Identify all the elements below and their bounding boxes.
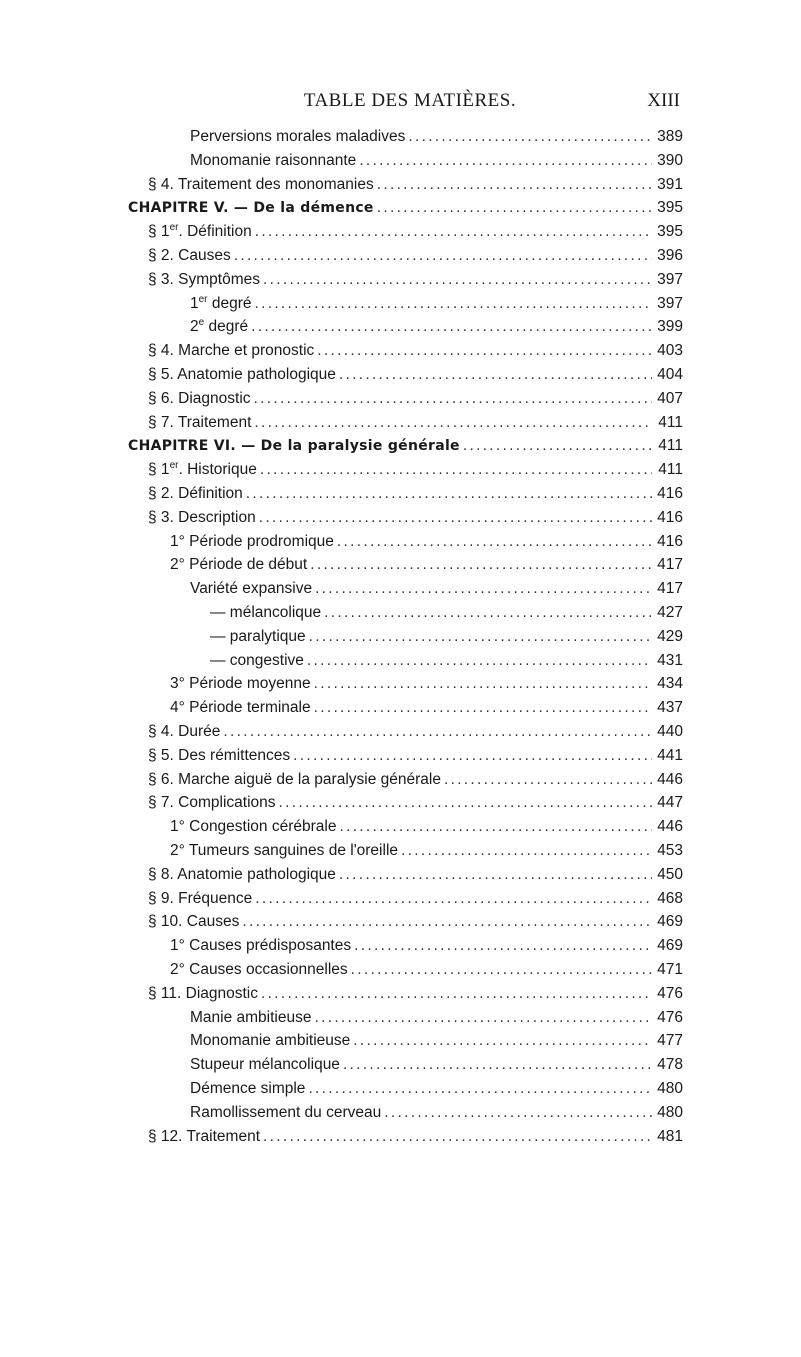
dot-leader <box>337 533 652 551</box>
dot-leader <box>255 223 652 241</box>
dot-leader <box>307 652 652 670</box>
toc-page-number: 427 <box>657 604 683 621</box>
dot-leader <box>354 937 652 955</box>
dot-leader <box>254 414 652 432</box>
running-header <box>140 90 680 116</box>
toc-page-number: 411 <box>658 461 683 479</box>
dot-leader <box>263 271 652 289</box>
toc-entry <box>190 128 683 152</box>
toc-entry-label: 3° Période moyenne <box>170 675 311 693</box>
toc-entry-label: § 4. Traitement des monomanies <box>148 175 374 193</box>
toc-entry <box>170 533 683 557</box>
toc-entry <box>210 628 683 652</box>
toc-entry-label: 1er degré <box>190 293 252 312</box>
page-number: XIII <box>647 90 680 111</box>
toc-entry <box>190 295 683 319</box>
toc-entry <box>210 604 683 628</box>
toc-entry-label: § 1er. Définition <box>148 222 252 241</box>
toc-entry-label: Ramollissement du cerveau <box>190 1103 382 1121</box>
toc-entry <box>148 223 683 247</box>
toc-entry-label: 2° Période de début <box>170 556 308 574</box>
toc-page-number: 478 <box>657 1056 683 1074</box>
dot-leader <box>408 128 652 146</box>
toc-entry <box>170 556 683 580</box>
toc-entry-label: § 6. Marche aiguë de la paralysie générale <box>148 770 441 788</box>
toc-entry <box>190 1032 683 1056</box>
toc-entry-label: 1° Congestion cérébrale <box>170 818 337 836</box>
toc-page-number: 476 <box>657 1008 683 1026</box>
toc-entry <box>148 271 683 295</box>
toc-page-number: 437 <box>657 699 683 717</box>
toc-page-number: 434 <box>657 675 683 693</box>
toc-page-number: 397 <box>657 270 683 288</box>
toc-page-number: 468 <box>657 889 683 907</box>
toc-page-number: 399 <box>657 318 683 336</box>
toc-entry-label: § 3. Symptômes <box>148 270 260 288</box>
toc-entry-label: 2e degré <box>190 317 249 336</box>
dot-leader <box>314 675 652 693</box>
dot-leader <box>261 985 652 1003</box>
toc-entry-label: § 2. Définition <box>148 485 243 502</box>
toc-chapter-heading <box>128 199 683 223</box>
toc-entry <box>170 675 683 699</box>
toc-page-number: 429 <box>657 627 683 645</box>
toc-page-number: 411 <box>658 413 683 431</box>
dot-leader <box>251 318 652 336</box>
toc-entry <box>148 390 683 414</box>
toc-entry <box>148 890 683 914</box>
toc-entry-label: § 9. Fréquence <box>148 889 253 907</box>
toc-page-number: 481 <box>657 1127 683 1145</box>
toc-entry <box>190 1056 683 1080</box>
toc-page-number: 469 <box>657 913 683 931</box>
toc-page-number: 416 <box>657 485 683 502</box>
toc-page-number: 450 <box>657 865 683 883</box>
toc-entry <box>148 913 683 937</box>
toc-entry <box>170 842 683 866</box>
toc-page-number: 446 <box>657 818 683 836</box>
dot-leader <box>315 580 652 598</box>
toc-entry <box>190 1104 683 1128</box>
toc-entry <box>170 937 683 961</box>
toc-page-number: 404 <box>657 366 683 383</box>
toc-entry-label: § 3. Description <box>148 508 256 526</box>
toc-page-number: 416 <box>657 508 683 526</box>
toc-entry <box>148 747 683 771</box>
toc-page-number: 453 <box>657 842 683 859</box>
toc-entry-label: — paralytique <box>210 627 306 645</box>
toc-entry-label: 1° Causes prédisposantes <box>170 937 352 955</box>
toc-page-number: 389 <box>657 128 683 145</box>
dot-leader <box>377 199 652 217</box>
dot-leader <box>255 890 652 908</box>
dot-leader <box>353 1032 652 1050</box>
toc-entry <box>148 723 683 747</box>
toc-entry-label: — mélancolique <box>210 604 322 621</box>
toc-entry-label: § 10. Causes <box>148 913 240 931</box>
dot-leader <box>324 604 652 622</box>
dot-leader <box>401 842 652 860</box>
dot-leader <box>314 1009 652 1027</box>
toc-entry-label: 4° Période terminale <box>170 699 311 717</box>
toc-page-number: 480 <box>657 1103 683 1121</box>
toc-page-number: 396 <box>657 247 683 264</box>
toc-entry-label: Variété expansive <box>190 580 313 598</box>
toc-page-number: 407 <box>657 389 683 407</box>
dot-leader <box>444 771 652 789</box>
toc-chapter-heading <box>128 437 683 461</box>
dot-leader <box>339 866 652 884</box>
dot-leader <box>308 1080 652 1098</box>
page-title: TABLE DES MATIÈRES. <box>303 90 517 111</box>
dot-leader <box>343 1056 652 1074</box>
toc-entry <box>190 1009 683 1033</box>
toc-page-number: 477 <box>657 1032 683 1050</box>
toc-page-number: 391 <box>657 175 683 193</box>
dot-leader <box>263 1128 652 1146</box>
toc-entry-label: § 5. Anatomie pathologique <box>148 366 336 383</box>
toc-entry <box>148 771 683 795</box>
toc-entry <box>170 961 683 985</box>
toc-entry-label: Monomanie raisonnante <box>190 151 357 169</box>
toc-entry <box>148 461 683 485</box>
toc-page-number: 431 <box>657 651 683 669</box>
toc-entry <box>148 1128 683 1152</box>
toc-page-number: 441 <box>657 746 683 764</box>
toc-page-number: 417 <box>657 556 683 574</box>
toc-entry <box>148 866 683 890</box>
toc-page-number: 469 <box>657 937 683 955</box>
toc-entry-label: § 7. Traitement <box>148 413 252 431</box>
toc-page-number: 446 <box>657 770 683 788</box>
toc-entry-label: § 6. Diagnostic <box>148 389 251 407</box>
toc-page-number: 395 <box>657 223 683 241</box>
toc-page-number: 416 <box>657 532 683 550</box>
toc-entry <box>148 509 683 533</box>
toc-entry <box>148 176 683 200</box>
toc-entry-label: Perversions morales maladives <box>190 128 406 145</box>
dot-leader <box>463 437 652 455</box>
toc-entry-label: Monomanie ambitieuse <box>190 1032 351 1050</box>
toc-entry <box>148 366 683 390</box>
toc-entry <box>190 318 683 342</box>
dot-leader <box>259 509 652 527</box>
toc-entry <box>148 985 683 1009</box>
dot-leader <box>254 295 652 313</box>
dot-leader <box>293 747 652 765</box>
toc-page-number: 411 <box>658 437 683 455</box>
dot-leader <box>317 342 652 360</box>
dot-leader <box>223 723 652 741</box>
dot-leader <box>359 152 652 170</box>
toc-entry-label: — congestive <box>210 651 304 669</box>
dot-leader <box>339 366 652 384</box>
toc-entry <box>170 818 683 842</box>
dot-leader <box>314 699 652 717</box>
dot-leader <box>242 913 652 931</box>
toc-entry-label: Stupeur mélancolique <box>190 1056 340 1074</box>
toc-page-number: 390 <box>657 151 683 169</box>
toc-entry <box>148 794 683 818</box>
dot-leader <box>351 961 652 979</box>
toc-entry-label: § 1er. Historique <box>148 460 257 479</box>
toc-entry-label: 2° Tumeurs sanguines de l'oreille <box>170 842 399 859</box>
toc-entry <box>170 699 683 723</box>
dot-leader <box>279 794 652 812</box>
toc-entry-label: § 11. Diagnostic <box>148 984 258 1002</box>
toc-page-number: 403 <box>657 342 683 360</box>
toc-entry-label: 1° Période prodromique <box>170 532 334 550</box>
dot-leader <box>384 1104 652 1122</box>
toc-entry-label: Démence simple <box>190 1080 306 1097</box>
toc-entry-label: § 7. Complications <box>148 794 276 812</box>
toc-page-number: 417 <box>657 580 683 598</box>
toc-entry <box>148 342 683 366</box>
toc-entry-label: § 4. Durée <box>148 723 221 740</box>
toc-page-number: 471 <box>657 961 683 978</box>
toc-entry-label: Manie ambitieuse <box>190 1008 312 1026</box>
dot-leader <box>234 247 652 265</box>
toc-entry <box>190 1080 683 1104</box>
dot-leader <box>339 818 652 836</box>
toc-entry-label: § 2. Causes <box>148 247 231 264</box>
toc-entry-label: § 8. Anatomie pathologique <box>148 865 336 883</box>
toc-entry-label: 2° Causes occasionnelles <box>170 961 348 978</box>
toc-page-number: 480 <box>657 1080 683 1097</box>
toc-page-number: 397 <box>657 294 683 312</box>
toc-entry-label: § 4. Marche et pronostic <box>148 342 315 360</box>
toc-entry <box>190 152 683 176</box>
dot-leader <box>377 176 652 194</box>
toc-entry <box>190 580 683 604</box>
toc-entry-label: § 12. Traitement <box>148 1127 261 1145</box>
toc-entry-label: § 5. Des rémittences <box>148 746 291 764</box>
toc-entry <box>148 485 683 509</box>
toc-page-number: 447 <box>657 794 683 812</box>
dot-leader <box>254 390 652 408</box>
toc-page-number: 440 <box>657 723 683 740</box>
toc-page-number: 476 <box>657 984 683 1002</box>
toc-entry-label: CHAPITRE VI. — De la paralysie générale <box>128 438 460 455</box>
dot-leader <box>260 461 652 479</box>
dot-leader <box>246 485 652 503</box>
toc-entry-label: CHAPITRE V. — De la démence <box>128 200 374 217</box>
toc-entry <box>210 652 683 676</box>
dot-leader <box>310 556 652 574</box>
dot-leader <box>309 628 652 646</box>
toc-page-number: 395 <box>657 199 683 217</box>
toc-entry <box>148 247 683 271</box>
toc-entry <box>148 414 683 438</box>
